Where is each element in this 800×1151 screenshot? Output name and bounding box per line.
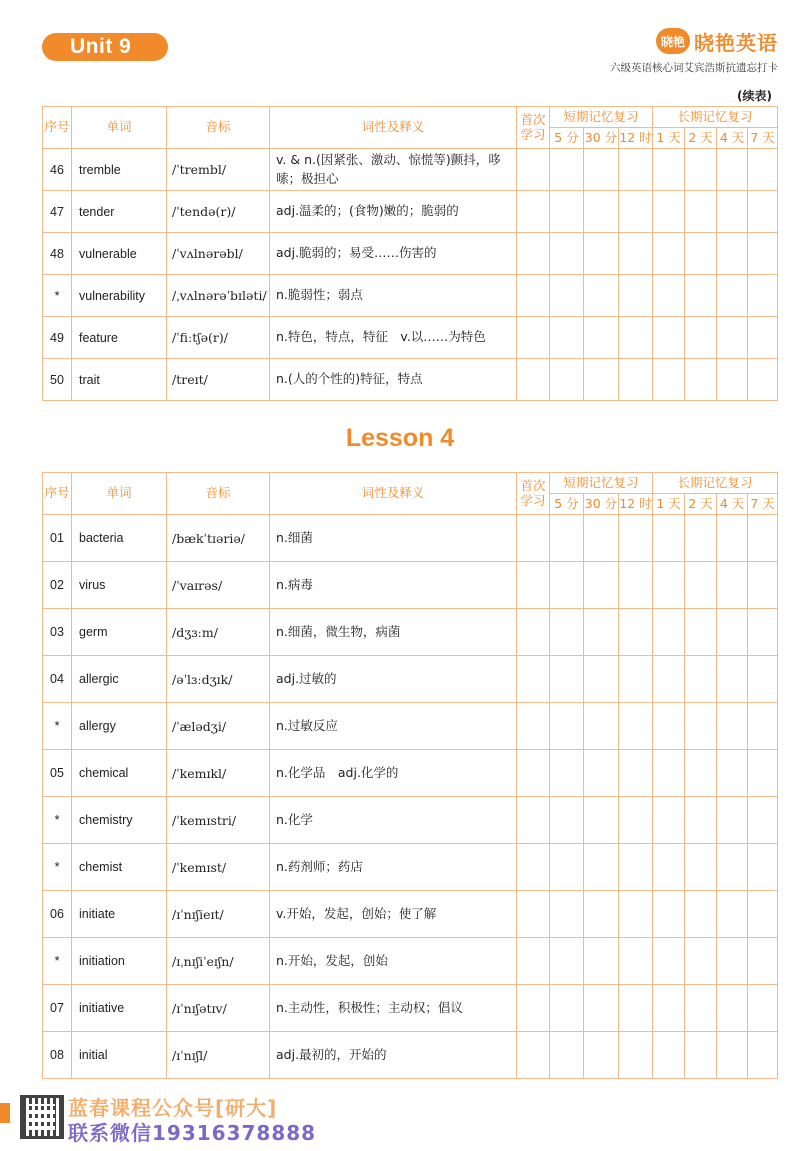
review-checkbox-cell[interactable] [550, 149, 584, 191]
col-header-first-study: 首次学习 [517, 107, 550, 149]
brand-logo-icon: 晓艳 [656, 28, 690, 54]
review-checkbox-cell[interactable] [653, 891, 685, 938]
col-header-long-interval: 4 天 [717, 494, 748, 515]
review-checkbox-cell[interactable] [717, 233, 748, 275]
col-header-word: 单词 [72, 473, 167, 515]
review-checkbox-cell[interactable] [550, 703, 584, 750]
review-checkbox-cell[interactable] [748, 317, 778, 359]
review-checkbox-cell[interactable] [550, 844, 584, 891]
row-word: initiation [72, 938, 167, 985]
row-definition: n.特色，特点，特征 v.以……为特色 [270, 317, 517, 359]
review-checkbox-cell[interactable] [517, 233, 550, 275]
review-checkbox-cell[interactable] [685, 891, 717, 938]
review-checkbox-cell[interactable] [584, 359, 619, 401]
row-number: 49 [43, 317, 72, 359]
row-phonetic: /ɪˈnɪʃl/ [167, 1032, 270, 1079]
row-definition: n.细菌 [270, 515, 517, 562]
row-word: allergy [72, 703, 167, 750]
review-checkbox-cell[interactable] [748, 750, 778, 797]
vocab-table-lesson4 [42, 472, 778, 1079]
review-checkbox-cell[interactable] [653, 1032, 685, 1079]
review-checkbox-cell[interactable] [517, 317, 550, 359]
row-phonetic: /ˈkemɪst/ [167, 844, 270, 891]
row-phonetic: /ɪˈnɪʃətɪv/ [167, 985, 270, 1032]
row-definition: adj.脆弱的；易受……伤害的 [270, 233, 517, 275]
row-number: * [43, 844, 72, 891]
table-row [43, 191, 778, 233]
col-header-num: 序号 [43, 473, 72, 515]
table-row [43, 1032, 778, 1079]
review-checkbox-cell[interactable] [619, 656, 653, 703]
header-row [43, 473, 778, 494]
review-checkbox-cell[interactable] [653, 275, 685, 317]
review-checkbox-cell[interactable] [619, 891, 653, 938]
row-phonetic: /ˈkemɪkl/ [167, 750, 270, 797]
review-checkbox-cell[interactable] [517, 938, 550, 985]
table-row [43, 656, 778, 703]
table-row [43, 703, 778, 750]
review-checkbox-cell[interactable] [748, 844, 778, 891]
row-number: 02 [43, 562, 72, 609]
review-checkbox-cell[interactable] [550, 191, 584, 233]
review-checkbox-cell[interactable] [653, 844, 685, 891]
header-row [43, 107, 778, 128]
col-header-definition: 词性及释义 [270, 473, 517, 515]
review-checkbox-cell[interactable] [619, 703, 653, 750]
review-checkbox-cell[interactable] [517, 985, 550, 1032]
brand-subtitle: 六级英语核心词艾宾浩斯抗遗忘打卡 [610, 62, 778, 74]
review-checkbox-cell[interactable] [619, 609, 653, 656]
row-phonetic: /bækˈtɪəriə/ [167, 515, 270, 562]
review-checkbox-cell[interactable] [717, 317, 748, 359]
review-checkbox-cell[interactable] [685, 359, 717, 401]
brand-name: 晓艳英语 [694, 30, 778, 55]
review-checkbox-cell[interactable] [550, 275, 584, 317]
row-number: 50 [43, 359, 72, 401]
review-checkbox-cell[interactable] [653, 797, 685, 844]
review-checkbox-cell[interactable] [550, 750, 584, 797]
review-checkbox-cell[interactable] [717, 515, 748, 562]
row-phonetic: /ˌvʌlnərəˈbɪləti/ [167, 275, 270, 317]
col-header-short-interval: 12 时 [619, 128, 653, 149]
row-word: vulnerability [72, 275, 167, 317]
review-checkbox-cell[interactable] [748, 797, 778, 844]
review-checkbox-cell[interactable] [550, 891, 584, 938]
review-checkbox-cell[interactable] [653, 656, 685, 703]
row-phonetic: /ˈtrembl/ [167, 149, 270, 191]
table-row [43, 938, 778, 985]
row-word: chemistry [72, 797, 167, 844]
table-row [43, 562, 778, 609]
table-row [43, 317, 778, 359]
row-word: tender [72, 191, 167, 233]
row-word: bacteria [72, 515, 167, 562]
col-header-long-interval: 1 天 [653, 128, 685, 149]
review-checkbox-cell[interactable] [717, 275, 748, 317]
row-number: 06 [43, 891, 72, 938]
review-checkbox-cell[interactable] [653, 750, 685, 797]
review-checkbox-cell[interactable] [717, 891, 748, 938]
row-word: virus [72, 562, 167, 609]
row-definition: adj.最初的，开始的 [270, 1032, 517, 1079]
col-header-first-study: 首次学习 [517, 473, 550, 515]
row-definition: n.主动性，积极性；主动权；倡议 [270, 985, 517, 1032]
review-checkbox-cell[interactable] [685, 985, 717, 1032]
review-checkbox-cell[interactable] [748, 938, 778, 985]
review-checkbox-cell[interactable] [717, 750, 748, 797]
review-checkbox-cell[interactable] [685, 275, 717, 317]
col-header-long-interval: 1 天 [653, 494, 685, 515]
row-definition: adj.温柔的；(食物)嫩的；脆弱的 [270, 191, 517, 233]
row-word: initiate [72, 891, 167, 938]
review-checkbox-cell[interactable] [550, 359, 584, 401]
review-checkbox-cell[interactable] [517, 656, 550, 703]
review-checkbox-cell[interactable] [653, 562, 685, 609]
table-row [43, 359, 778, 401]
review-checkbox-cell[interactable] [685, 938, 717, 985]
table-row [43, 149, 778, 191]
unit-badge: Unit 9 [42, 33, 168, 61]
review-checkbox-cell[interactable] [685, 609, 717, 656]
review-checkbox-cell[interactable] [550, 515, 584, 562]
row-number: 03 [43, 609, 72, 656]
col-header-long-interval: 2 天 [685, 128, 717, 149]
review-checkbox-cell[interactable] [685, 750, 717, 797]
review-checkbox-cell[interactable] [717, 938, 748, 985]
row-number: 08 [43, 1032, 72, 1079]
row-phonetic: /ˈkemɪstri/ [167, 797, 270, 844]
review-checkbox-cell[interactable] [550, 233, 584, 275]
review-checkbox-cell[interactable] [584, 515, 619, 562]
row-number: * [43, 938, 72, 985]
row-definition: adj.过敏的 [270, 656, 517, 703]
row-word: initiative [72, 985, 167, 1032]
row-word: feature [72, 317, 167, 359]
review-checkbox-cell[interactable] [619, 515, 653, 562]
review-checkbox-cell[interactable] [717, 1032, 748, 1079]
review-checkbox-cell[interactable] [517, 191, 550, 233]
review-checkbox-cell[interactable] [748, 149, 778, 191]
review-checkbox-cell[interactable] [584, 750, 619, 797]
review-checkbox-cell[interactable] [619, 562, 653, 609]
review-checkbox-cell[interactable] [619, 985, 653, 1032]
review-checkbox-cell[interactable] [748, 562, 778, 609]
review-checkbox-cell[interactable] [584, 275, 619, 317]
review-checkbox-cell[interactable] [584, 149, 619, 191]
review-checkbox-cell[interactable] [584, 703, 619, 750]
review-checkbox-cell[interactable] [748, 703, 778, 750]
row-phonetic: /ˈælədʒi/ [167, 703, 270, 750]
row-definition: n.脆弱性；弱点 [270, 275, 517, 317]
row-definition: n.(人的个性的)特征，特点 [270, 359, 517, 401]
table-row [43, 750, 778, 797]
review-checkbox-cell[interactable] [517, 609, 550, 656]
review-checkbox-cell[interactable] [584, 233, 619, 275]
review-checkbox-cell[interactable] [717, 149, 748, 191]
review-checkbox-cell[interactable] [550, 938, 584, 985]
review-checkbox-cell[interactable] [517, 515, 550, 562]
table-row [43, 515, 778, 562]
row-word: chemist [72, 844, 167, 891]
review-checkbox-cell[interactable] [619, 844, 653, 891]
row-number: 07 [43, 985, 72, 1032]
review-checkbox-cell[interactable] [584, 844, 619, 891]
review-checkbox-cell[interactable] [748, 359, 778, 401]
review-checkbox-cell[interactable] [619, 797, 653, 844]
review-checkbox-cell[interactable] [517, 562, 550, 609]
review-checkbox-cell[interactable] [584, 1032, 619, 1079]
row-phonetic: /ɪˈnɪʃieɪt/ [167, 891, 270, 938]
review-checkbox-cell[interactable] [619, 317, 653, 359]
watermark-line-2: 联系微信19316378888 [68, 1121, 317, 1145]
row-number: * [43, 275, 72, 317]
review-checkbox-cell[interactable] [550, 656, 584, 703]
row-word: chemical [72, 750, 167, 797]
continued-label: (续表) [737, 89, 772, 103]
row-phonetic: /treɪt/ [167, 359, 270, 401]
row-word: germ [72, 609, 167, 656]
row-definition: n.药剂师；药店 [270, 844, 517, 891]
review-checkbox-cell[interactable] [517, 797, 550, 844]
table-row [43, 985, 778, 1032]
review-checkbox-cell[interactable] [685, 515, 717, 562]
col-header-phonetic: 音标 [167, 473, 270, 515]
row-number: 46 [43, 149, 72, 191]
vocab-table-continued [42, 106, 778, 401]
col-header-long-interval: 7 天 [748, 494, 778, 515]
review-checkbox-cell[interactable] [584, 191, 619, 233]
review-checkbox-cell[interactable] [550, 1032, 584, 1079]
review-checkbox-cell[interactable] [517, 149, 550, 191]
review-checkbox-cell[interactable] [748, 985, 778, 1032]
col-header-short-interval: 30 分 [584, 494, 619, 515]
col-header-long-interval: 7 天 [748, 128, 778, 149]
review-checkbox-cell[interactable] [748, 609, 778, 656]
row-word: vulnerable [72, 233, 167, 275]
col-header-word: 单词 [72, 107, 167, 149]
col-header-short-interval: 5 分 [550, 128, 584, 149]
review-checkbox-cell[interactable] [584, 797, 619, 844]
table-row [43, 844, 778, 891]
table-row [43, 609, 778, 656]
review-checkbox-cell[interactable] [748, 1032, 778, 1079]
row-number: 47 [43, 191, 72, 233]
review-checkbox-cell[interactable] [748, 891, 778, 938]
review-checkbox-cell[interactable] [653, 609, 685, 656]
row-definition: n.化学品 adj.化学的 [270, 750, 517, 797]
lesson-title: Lesson 4 [345, 424, 455, 452]
review-checkbox-cell[interactable] [685, 844, 717, 891]
review-checkbox-cell[interactable] [685, 703, 717, 750]
table-row [43, 797, 778, 844]
col-header-long-term: 长期记忆复习 [653, 473, 778, 494]
review-checkbox-cell[interactable] [717, 703, 748, 750]
review-checkbox-cell[interactable] [584, 938, 619, 985]
review-checkbox-cell[interactable] [685, 191, 717, 233]
review-checkbox-cell[interactable] [584, 317, 619, 359]
review-checkbox-cell[interactable] [685, 317, 717, 359]
row-number: * [43, 703, 72, 750]
review-checkbox-cell[interactable] [584, 562, 619, 609]
review-checkbox-cell[interactable] [717, 562, 748, 609]
review-checkbox-cell[interactable] [717, 985, 748, 1032]
row-phonetic: /ɪˌnɪʃiˈeɪʃn/ [167, 938, 270, 985]
row-definition: n.过敏反应 [270, 703, 517, 750]
row-number: 01 [43, 515, 72, 562]
review-checkbox-cell[interactable] [748, 275, 778, 317]
row-definition: n.化学 [270, 797, 517, 844]
review-checkbox-cell[interactable] [619, 359, 653, 401]
review-checkbox-cell[interactable] [653, 985, 685, 1032]
review-checkbox-cell[interactable] [517, 275, 550, 317]
review-checkbox-cell[interactable] [685, 656, 717, 703]
review-checkbox-cell[interactable] [685, 562, 717, 609]
review-checkbox-cell[interactable] [717, 656, 748, 703]
footer-accent [0, 1103, 10, 1123]
review-checkbox-cell[interactable] [653, 703, 685, 750]
col-header-short-interval: 30 分 [584, 128, 619, 149]
col-header-long-interval: 2 天 [685, 494, 717, 515]
review-checkbox-cell[interactable] [517, 703, 550, 750]
review-checkbox-cell[interactable] [517, 844, 550, 891]
row-definition: n.开始，发起，创始 [270, 938, 517, 985]
row-phonetic: /ˈvʌlnərəbl/ [167, 233, 270, 275]
review-checkbox-cell[interactable] [584, 609, 619, 656]
row-number: 48 [43, 233, 72, 275]
row-definition: v. & n.(因紧张、激动、惊慌等)颤抖，哆嗦；极担心 [270, 149, 517, 191]
row-definition: n.病毒 [270, 562, 517, 609]
row-number: 04 [43, 656, 72, 703]
review-checkbox-cell[interactable] [619, 191, 653, 233]
review-checkbox-cell[interactable] [653, 191, 685, 233]
row-word: tremble [72, 149, 167, 191]
review-checkbox-cell[interactable] [717, 844, 748, 891]
col-header-phonetic: 音标 [167, 107, 270, 149]
review-checkbox-cell[interactable] [619, 1032, 653, 1079]
review-checkbox-cell[interactable] [584, 891, 619, 938]
review-checkbox-cell[interactable] [748, 515, 778, 562]
review-checkbox-cell[interactable] [517, 750, 550, 797]
review-checkbox-cell[interactable] [517, 891, 550, 938]
review-checkbox-cell[interactable] [748, 233, 778, 275]
row-phonetic: /əˈlɜːdʒɪk/ [167, 656, 270, 703]
review-checkbox-cell[interactable] [653, 149, 685, 191]
review-checkbox-cell[interactable] [517, 359, 550, 401]
row-phonetic: /ˈvaɪrəs/ [167, 562, 270, 609]
review-checkbox-cell[interactable] [550, 562, 584, 609]
row-definition: v.开始，发起，创始；使了解 [270, 891, 517, 938]
review-checkbox-cell[interactable] [550, 797, 584, 844]
table-row [43, 891, 778, 938]
col-header-short-interval: 12 时 [619, 494, 653, 515]
review-checkbox-cell[interactable] [584, 985, 619, 1032]
review-checkbox-cell[interactable] [717, 359, 748, 401]
review-checkbox-cell[interactable] [619, 233, 653, 275]
brand [656, 26, 778, 56]
review-checkbox-cell[interactable] [653, 515, 685, 562]
row-number: * [43, 797, 72, 844]
review-checkbox-cell[interactable] [653, 233, 685, 275]
review-checkbox-cell[interactable] [653, 359, 685, 401]
review-checkbox-cell[interactable] [685, 149, 717, 191]
review-checkbox-cell[interactable] [748, 191, 778, 233]
review-checkbox-cell[interactable] [717, 191, 748, 233]
row-word: initial [72, 1032, 167, 1079]
review-checkbox-cell[interactable] [685, 233, 717, 275]
review-checkbox-cell[interactable] [550, 985, 584, 1032]
col-header-definition: 词性及释义 [270, 107, 517, 149]
row-definition: n.细菌，微生物，病菌 [270, 609, 517, 656]
col-header-long-interval: 4 天 [717, 128, 748, 149]
row-phonetic: /dʒɜːm/ [167, 609, 270, 656]
review-checkbox-cell[interactable] [619, 750, 653, 797]
col-header-short-interval: 5 分 [550, 494, 584, 515]
row-phonetic: /ˈtendə(r)/ [167, 191, 270, 233]
review-checkbox-cell[interactable] [653, 938, 685, 985]
row-number: 05 [43, 750, 72, 797]
review-checkbox-cell[interactable] [550, 317, 584, 359]
table-row [43, 275, 778, 317]
col-header-short-term: 短期记忆复习 [550, 473, 653, 494]
review-checkbox-cell[interactable] [685, 797, 717, 844]
table-row [43, 233, 778, 275]
row-word: trait [72, 359, 167, 401]
review-checkbox-cell[interactable] [619, 149, 653, 191]
col-header-num: 序号 [43, 107, 72, 149]
review-checkbox-cell[interactable] [717, 797, 748, 844]
review-checkbox-cell[interactable] [748, 656, 778, 703]
review-checkbox-cell[interactable] [653, 317, 685, 359]
col-header-short-term: 短期记忆复习 [550, 107, 653, 128]
review-checkbox-cell[interactable] [584, 656, 619, 703]
review-checkbox-cell[interactable] [619, 938, 653, 985]
review-checkbox-cell[interactable] [517, 1032, 550, 1079]
review-checkbox-cell[interactable] [550, 609, 584, 656]
row-word: allergic [72, 656, 167, 703]
row-phonetic: /ˈfiːtʃə(r)/ [167, 317, 270, 359]
review-checkbox-cell[interactable] [717, 609, 748, 656]
review-checkbox-cell[interactable] [685, 1032, 717, 1079]
qr-code-icon [20, 1095, 64, 1139]
review-checkbox-cell[interactable] [619, 275, 653, 317]
watermark-line-1: 蓝春课程公众号[研大] [68, 1096, 278, 1120]
col-header-long-term: 长期记忆复习 [653, 107, 778, 128]
